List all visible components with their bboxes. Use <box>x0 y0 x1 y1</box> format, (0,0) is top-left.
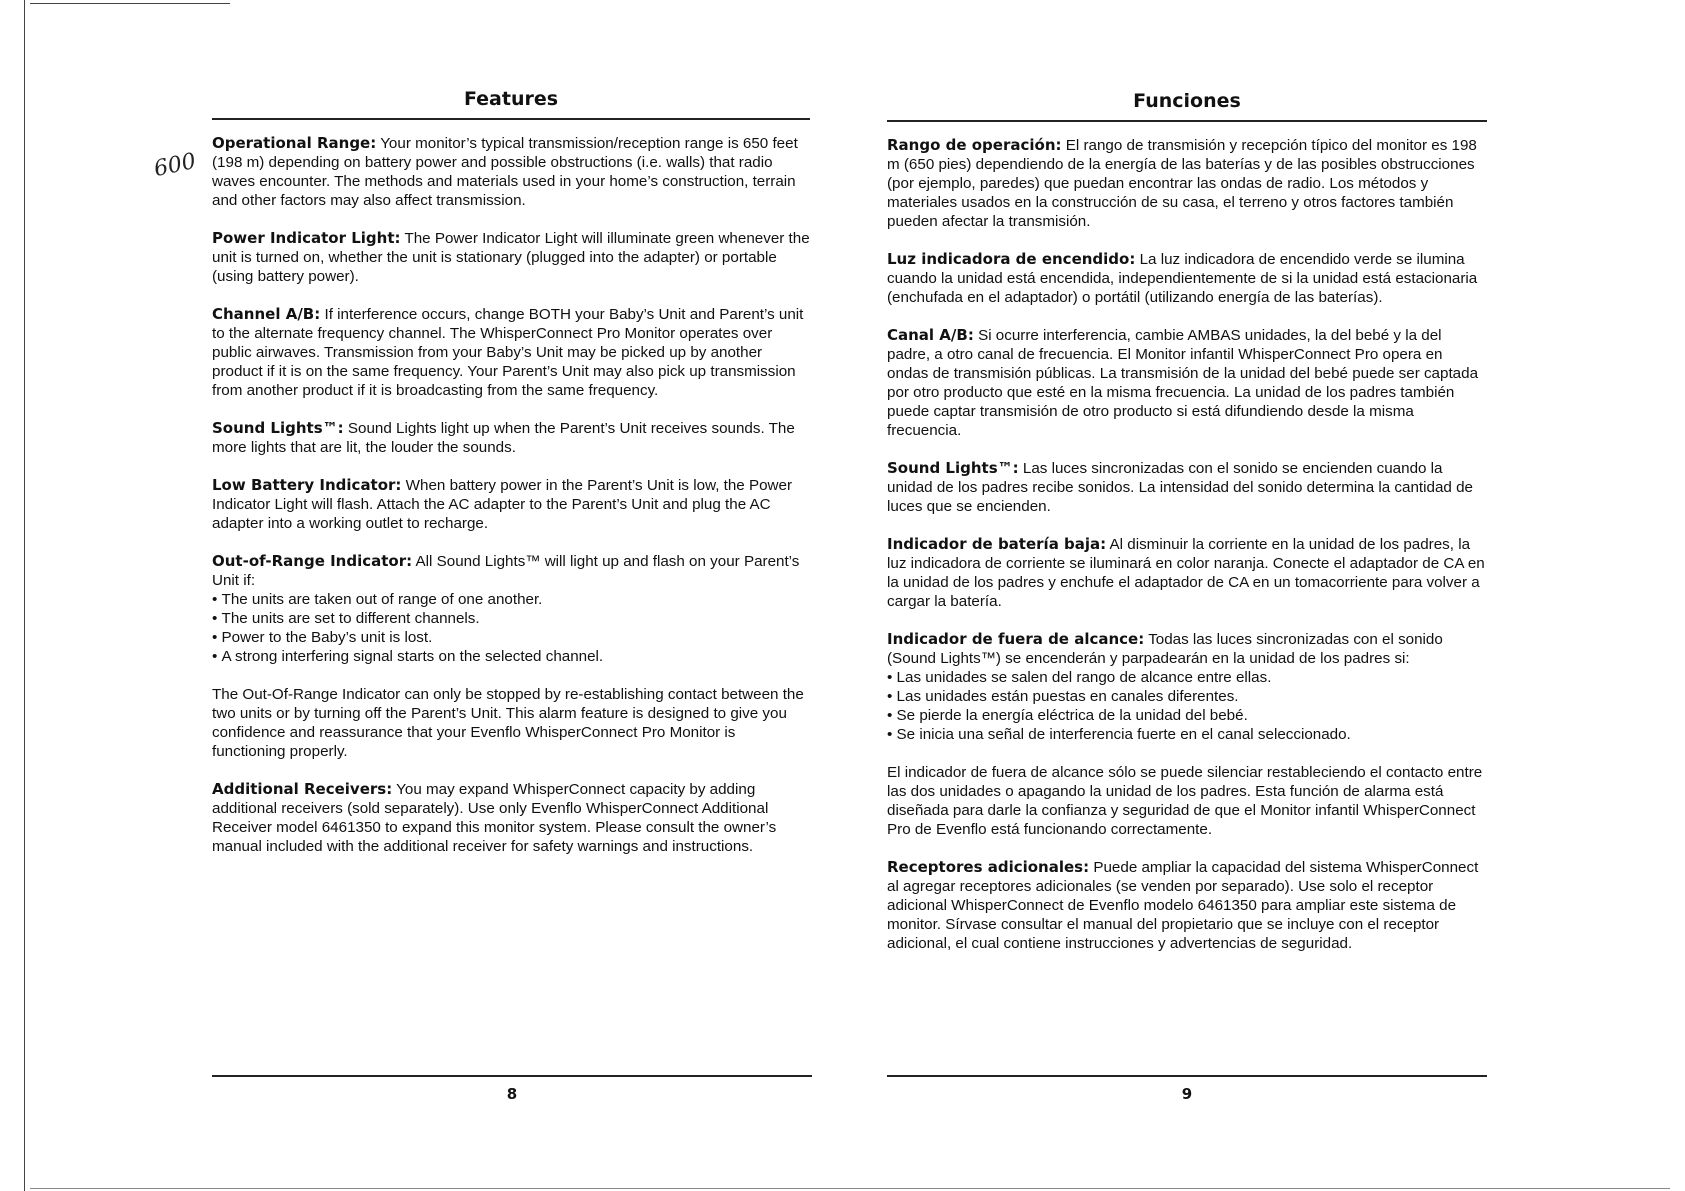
section-text: Las luces sincronizadas con el sonido se encienden cuando la unidad de los padres recibe sonidos. La intensidad del sonido determina la cantidad de luces que se encienden. <box>887 460 1473 515</box>
section-paragraph <box>212 305 812 400</box>
features-heading: Features <box>212 88 810 120</box>
section-paragraph <box>887 250 1487 307</box>
section-paragraph <box>887 858 1487 953</box>
section-text: All Sound Lights™ will light up and flash on your Parent’s Unit if: <box>212 553 800 589</box>
section-title: Indicador de batería baja: <box>887 535 1107 553</box>
section-title: Operational Range: <box>212 134 377 152</box>
section-text: Sound Lights light up when the Parent’s Unit receives sounds. The more lights that are lit, the louder the sounds. <box>212 420 795 456</box>
section <box>212 305 812 400</box>
section-text: You may expand WhisperConnect capacity by adding additional receivers (sold separately). Use only Evenflo WhisperConnect Additional Receiver model 6461350 to expand this monitor system. Please consult the owner’s manual included with the additional receiver for safety warnings and instructions. <box>212 781 777 855</box>
funciones-heading: Funciones <box>887 90 1487 122</box>
section-paragraph <box>887 630 1487 668</box>
section-title: Low Battery Indicator: <box>212 476 402 494</box>
section-paragraph <box>887 535 1487 611</box>
section <box>212 419 812 457</box>
section-title: Channel A/B: <box>212 305 321 323</box>
footer-rule <box>212 1075 812 1077</box>
bullet-item: • Se inicia una señal de interferencia fuerte en el canal seleccionado. <box>887 725 1487 744</box>
bullet-item: • The units are taken out of range of one another. <box>212 590 812 609</box>
section <box>887 250 1487 307</box>
page-number-left: 8 <box>506 1085 518 1103</box>
scan-edge-top <box>30 3 230 4</box>
section-text: Puede ampliar la capacidad del sistema WhisperConnect al agregar receptores adicionales (se venden por separado). Use solo el receptor adicional WhisperConnect de Evenflo modelo 6461350 para ampliar este sistema de monitor. Sírvase consultar el manual del propietario que se incluye con el receptor adicional, el cual contiene instrucciones y advertencias de seguridad. <box>887 859 1479 952</box>
features-column <box>212 88 812 875</box>
funciones-column <box>887 90 1487 972</box>
section-title: Additional Receivers: <box>212 780 393 798</box>
section <box>887 535 1487 611</box>
section-text: Todas las luces sincronizadas con el sonido (Sound Lights™) se encenderán y parpadearán en la unidad de los padres si: <box>887 631 1443 667</box>
section <box>212 134 812 210</box>
section-paragraph <box>212 229 812 286</box>
section-text: El indicador de fuera de alcance sólo se puede silenciar restableciendo el contacto entre las dos unidades o apagando la unidad de los padres. Esta función de alarma está diseñada para darle la confianza y seguridad de que el Monitor infantil WhisperConnect Pro de Evenflo está funcionando correctamente. <box>887 764 1483 838</box>
bullet-item: • A strong interfering signal starts on the selected channel. <box>212 647 812 666</box>
section-paragraph <box>212 419 812 457</box>
right-page-footer <box>887 1075 1487 1103</box>
features-body <box>212 120 812 856</box>
section-title: Canal A/B: <box>887 326 974 344</box>
section-paragraph <box>212 685 812 761</box>
section <box>887 326 1487 440</box>
section <box>887 858 1487 953</box>
page-number-right: 9 <box>1181 1085 1193 1103</box>
section <box>212 780 812 856</box>
section-title: Luz indicadora de encendido: <box>887 250 1136 268</box>
section-text: Al disminuir la corriente en la unidad de los padres, la luz indicadora de corriente se iluminará en color naranja. Conecte el adaptador de CA en la unidad de los padres y enchufe el adaptador de CA en un tomacorriente para volver a cargar la batería. <box>887 536 1485 610</box>
bullet-item: • The units are set to different channels. <box>212 609 812 628</box>
handwritten-margin-note: 600 <box>151 148 199 183</box>
section-title: Indicador de fuera de alcance: <box>887 630 1145 648</box>
section-title: Out-of-Range Indicator: <box>212 552 413 570</box>
section-title: Power Indicator Light: <box>212 229 401 247</box>
section-paragraph <box>212 476 812 533</box>
bullet-item: • Se pierde la energía eléctrica de la unidad del bebé. <box>887 706 1487 725</box>
section-text: The Out-Of-Range Indicator can only be stopped by re-establishing contact between the two units or by turning off the Parent’s Unit. This alarm feature is designed to give you confidence and reassurance that your Evenflo WhisperConnect Pro Monitor is functioning properly. <box>212 686 804 760</box>
section <box>212 685 812 761</box>
section <box>887 630 1487 744</box>
section-text: When battery power in the Parent’s Unit is low, the Power Indicator Light will flash. Attach the AC adapter to the Parent’s Unit and plug the AC adapter into a working outlet to recharge. <box>212 477 793 532</box>
section <box>887 459 1487 516</box>
section-paragraph <box>887 459 1487 516</box>
section-title: Receptores adicionales: <box>887 858 1090 876</box>
section <box>212 229 812 286</box>
section <box>887 136 1487 231</box>
bullet-item: • Las unidades se salen del rango de alcance entre ellas. <box>887 668 1487 687</box>
scan-edge-left <box>24 0 25 1191</box>
section-title: Sound Lights™: <box>887 459 1019 477</box>
funciones-body <box>887 122 1487 953</box>
section-paragraph <box>212 134 812 210</box>
section-paragraph <box>887 763 1487 839</box>
section-text: La luz indicadora de encendido verde se ilumina cuando la unidad está encendida, independientemente de si la unidad está estacionaria (enchufada en el adaptador) o portátil (utilizando energía de las baterías). <box>887 251 1478 306</box>
bullet-item: • Las unidades están puestas en canales diferentes. <box>887 687 1487 706</box>
section-paragraph <box>212 552 812 590</box>
footer-rule <box>887 1075 1487 1077</box>
section-paragraph <box>887 136 1487 231</box>
section-text: Si ocurre interferencia, cambie AMBAS unidades, la del bebé y la del padre, a otro canal de frecuencia. El Monitor infantil WhisperConnect Pro opera en ondas de transmisión públicas. La transmisión de la unidad del bebé puede ser captada por otro producto que esté en la misma frecuencia. La unidad de los padres también puede captar transmisión de otro producto si está difundiendo desde la misma frecuencia. <box>887 327 1479 439</box>
section <box>212 552 812 666</box>
section-title: Sound Lights™: <box>212 419 344 437</box>
section-text: El rango de transmisión y recepción típico del monitor es 198 m (650 pies) dependiendo de la energía de las baterías y de las posibles obstrucciones (por ejemplo, paredes) que puedan encontrar las ondas de radio. Los métodos y materiales usados en la construcción de su casa, el terreno y otros factores también pueden afectar la transmisión. <box>887 137 1477 230</box>
left-page-footer <box>212 1075 812 1103</box>
section-text: If interference occurs, change BOTH your Baby’s Unit and Parent’s unit to the alternate frequency channel. The WhisperConnect Pro Monitor operates over public airwaves. Transmission from your Baby’s Unit may be picked up by another product if it is on the same frequency. Your Parent’s Unit may also pick up transmission from another product if it is broadcasting from the same frequency. <box>212 306 804 399</box>
section <box>212 476 812 533</box>
section-paragraph <box>212 780 812 856</box>
bullet-item: • Power to the Baby’s unit is lost. <box>212 628 812 647</box>
section-text: The Power Indicator Light will illuminate green whenever the unit is turned on, whether the unit is stationary (plugged into the adapter) or portable (using battery power). <box>212 230 810 285</box>
section-text: Your monitor’s typical transmission/reception range is 650 feet (198 m) depending on battery power and possible obstructions (i.e. walls) that radio waves encounter. The methods and materials used in your home’s construction, terrain and other factors may also affect transmission. <box>212 135 798 209</box>
section-paragraph <box>887 326 1487 440</box>
section <box>887 763 1487 839</box>
section-title: Rango de operación: <box>887 136 1062 154</box>
scan-edge-bottom <box>30 1188 1670 1189</box>
